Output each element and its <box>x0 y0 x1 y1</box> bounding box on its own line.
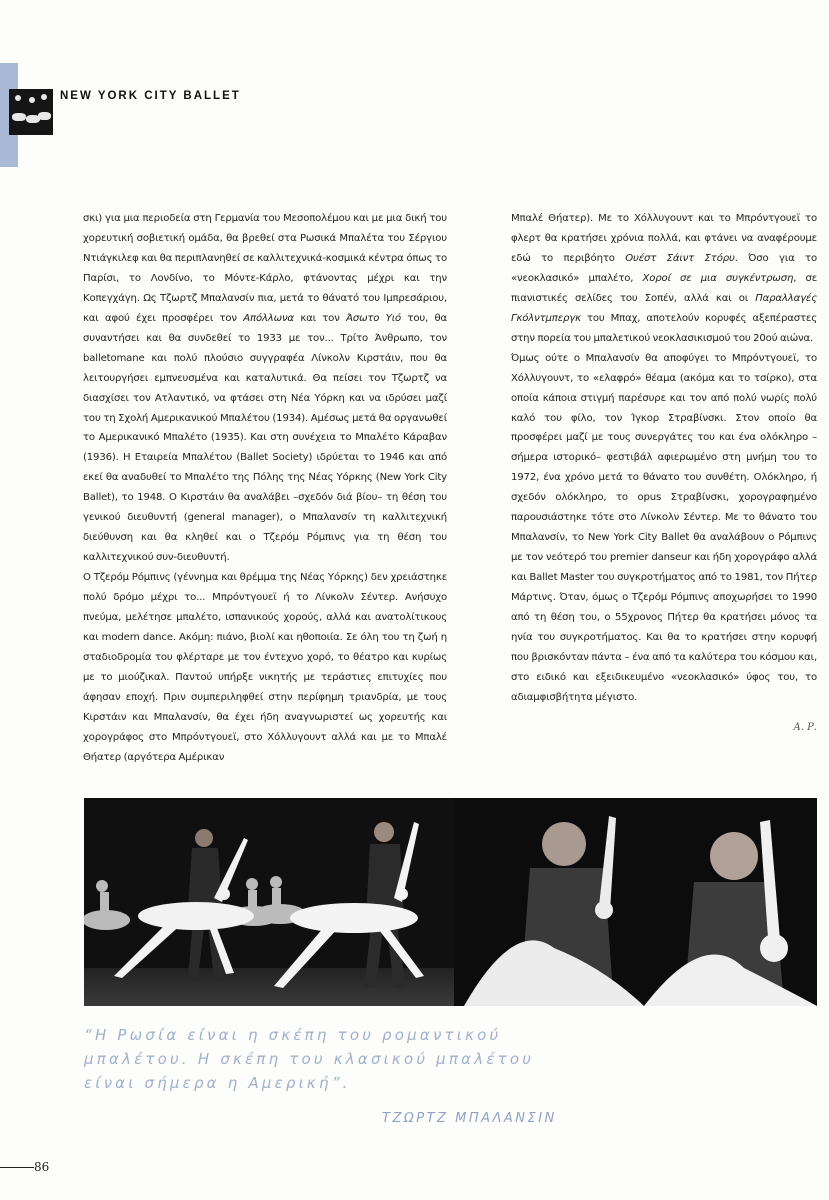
text-run: , σε πιανιστικές σελίδες του Σοπέν, αλλά και οι <box>511 272 818 304</box>
article-paragraph <box>511 209 817 349</box>
article-paragraph <box>83 568 447 768</box>
article-column-left <box>83 209 447 768</box>
pull-quote-attribution: ΤΖΩΡΤΖ ΜΠΑΛΑΝΣΙΝ <box>382 1111 557 1126</box>
article-column-right <box>511 209 817 708</box>
work-title: Απόλλωνα <box>243 312 294 324</box>
work-title: Ουέστ Σάιντ Στόρυ <box>625 252 735 264</box>
text-run: σκι) για μια περιοδεία στη Γερμανία του Μεσοπολέμου και με μια δική του χορευτική σοβιετική ομάδα, θα βρεθεί στα Ρωσικά Μπαλέτα του Σέργιου Ντιάγκιλεφ και θα περιπλανηθεί σε καλλιτεχνικά-κοσμικά κέντρα όπως το Παρίσι, το Λονδίνο, το Μόντε-Κάρλο, φτάνοντας μέχρι και την Κοπεγχάγη. Ως Τζωρτζ Μπαλανσίν πια, μετά το θάνατό του Ιμπρεσάριου, και αφού έχει προσφέρει τον <box>83 213 447 324</box>
article-paragraph <box>511 349 817 708</box>
header-thumbnail-photo <box>9 89 53 135</box>
work-title: Χοροί σε μια συγκέντρωση <box>642 272 794 284</box>
page-number-rule <box>0 1167 34 1168</box>
text-run: Μπαλέ Θήατερ). Με το Χόλλυγουντ και το Μπρόντγουεϊ το φλερτ θα κρατήσει χρόνια πολλά, και φτάνει να αναφέρουμε εδώ το περιβόητο <box>511 213 817 264</box>
text-run: του Μπαχ, αποτελούν κορυφές αξεπέραστες στην πορεία του μπαλετικού νεοκλασικισμού του 20ού αιώνα. <box>511 312 817 344</box>
text-run: του, θα συναντήσει και θα συνδεθεί το 1933 με τον... Τρίτο Άνθρωπο, τον balletomane και πολύ πλούσιο συγγραφέα Λίνκολν Κιρστάιν, που θα λειτουργήσει εμπνευσμένα και καταλυτικά. Θα πείσει τον Τζωρτζ να διασχίσει τον Ατλαντικό, να φτάσει στη Νέα Υόρκη και να ιδρύσει μαζί του τη Σχολή Αμερικανικού Μπαλέτου (1934). Αμέσως μετά θα οργανωθεί το Αμερικανικό Μπαλέτο (1935). Και στη συνέχεια το Μπαλέτο Κάραβαν (1936). Η Εταιρεία Μπαλέτου (Ballet Society) ιδρύεται το 1946 και από εκεί θα αναδυθεί το Μπαλέτο της Πόλης της Νέας Υόρκης (New York City Ballet), το 1948. Ο Κιρστάιν θα αναλάβει –σχεδόν διά βίου– τη θέση του γενικού διευθυντή (general manager), ο Μπαλανσίν τη καλλιτεχνική διεύθυνση και θα κληθεί και ο Τζερόμ Ρόμπινς για τη θέση του καλλιτεχνικού συν-διευθυντή. <box>83 312 448 564</box>
text-run: και τον <box>293 312 347 324</box>
pull-quote-line: “Η Ρωσία είναι η σκέπη του ρομαντικού <box>84 1026 502 1044</box>
text-run: Όμως ούτε ο Μπαλανσίν θα αποφύγει το Μπρόντγουεϊ, το Χόλλυγουντ, το «ελαφρό» θέαμα (ακόμα και το τσίρκο), στα οποία κάποια στιγμή παρέσυρε και τον από πολύ νωρίς πολύ καλό του φίλο, τον Ίγκορ Στραβίνσκι. Στον οποίο θα προσφέρει μαζί με τους συνεργάτες του και ένα ολόκληρο –σήμερα ιστορικό– φεστιβάλ αφιερωμένο στη μνήμη του το 1972, ένα χρόνο μετά το θάνατο του συνθέτη. Ολόκληρο, ή σχεδόν ολόκληρο, το opus Στραβίνσκι, χορογραφημένο παρουσιάστηκε τότε στο Λίνκολν Σέντερ. Με το θάνατο του Μπαλανσίν, το New York City Ballet θα αναλάβουν ο Ρόμπινς με τον νεότερό του premier danseur και ήδη χορογράφο αλλά και Ballet Master του συγκροτήματος από το 1981, τον Πήτερ Μάρτινς. Όταν, όμως ο Τζερόμ Ρόμπινς αποχωρήσει το 1990 από τη θέση του, ο 55χρονος Πήτερ θα κρατήσει μόνος τα ηνία του συγκροτήματος. Και θα το κρατήσει στην κορυφή που βρισκόνταν πάντα – ένα από τα καλύτερα του κόσμου και, στο ειδικό και εξειδικευμένο «νεοκλασικό» ύφος του, το αδιαμφισβήτητα μέγιστο. <box>511 352 817 703</box>
work-title: Άσωτο Υιό <box>346 312 402 324</box>
text-run: Ο Τζερόμ Ρόμπινς (γέννημα και θρέμμα της Νέας Υόρκης) δεν χρειάστηκε πολύ δρόμο μέχρι το... Μπρόντγουεϊ ή το Λίνκολν Σέντερ. Ανήσυχο πνεύμα, μελέτησε μπαλέτο, ισπανικούς χορούς, αλλά και ανατολίτικους και modern dance. Ακόμη: πιάνο, βιολί και ηθοποιία. Σε όλη του τη ζωή η σταδιοδρομία του φλέρταρε με τον έντεχνο χορό, το θέατρο και κυρίως με το μιούζικαλ. Παντού υπήρξε νικητής με τεράστιες επιτυχίες που άφησαν εποχή. Πριν συμπεριληφθεί στην περίφημη τριανδρία, με τους Κιρστάιν και Μπαλανσίν, θα έχει ήδη αναγνωριστεί ως χορευτής και χορογράφος στο Μπρόντγουεϊ, στο Χόλλυγουντ αλλά και με το Μπαλέ Θήατερ (αργότερα Αμέρικαν <box>83 572 447 763</box>
text-run: . Όσο για το «νεοκλασικό» μπαλέτο, <box>511 252 817 284</box>
pull-quote-line: μπαλέτου. Η σκέπη του κλασικού μπαλέτου <box>84 1050 535 1068</box>
pull-quote-line: είναι σήμερα η Αμερική”. <box>84 1074 351 1092</box>
author-signature: Α. Ρ. <box>793 722 817 733</box>
pull-quote <box>84 1023 624 1095</box>
page-number: 86 <box>34 1160 50 1174</box>
running-head: NEW YORK CITY BALLET <box>60 90 241 102</box>
ballet-photo-montage <box>84 798 817 1006</box>
work-title: Παραλλαγές Γκόλντμπεργκ <box>511 292 817 324</box>
article-paragraph <box>83 209 447 568</box>
